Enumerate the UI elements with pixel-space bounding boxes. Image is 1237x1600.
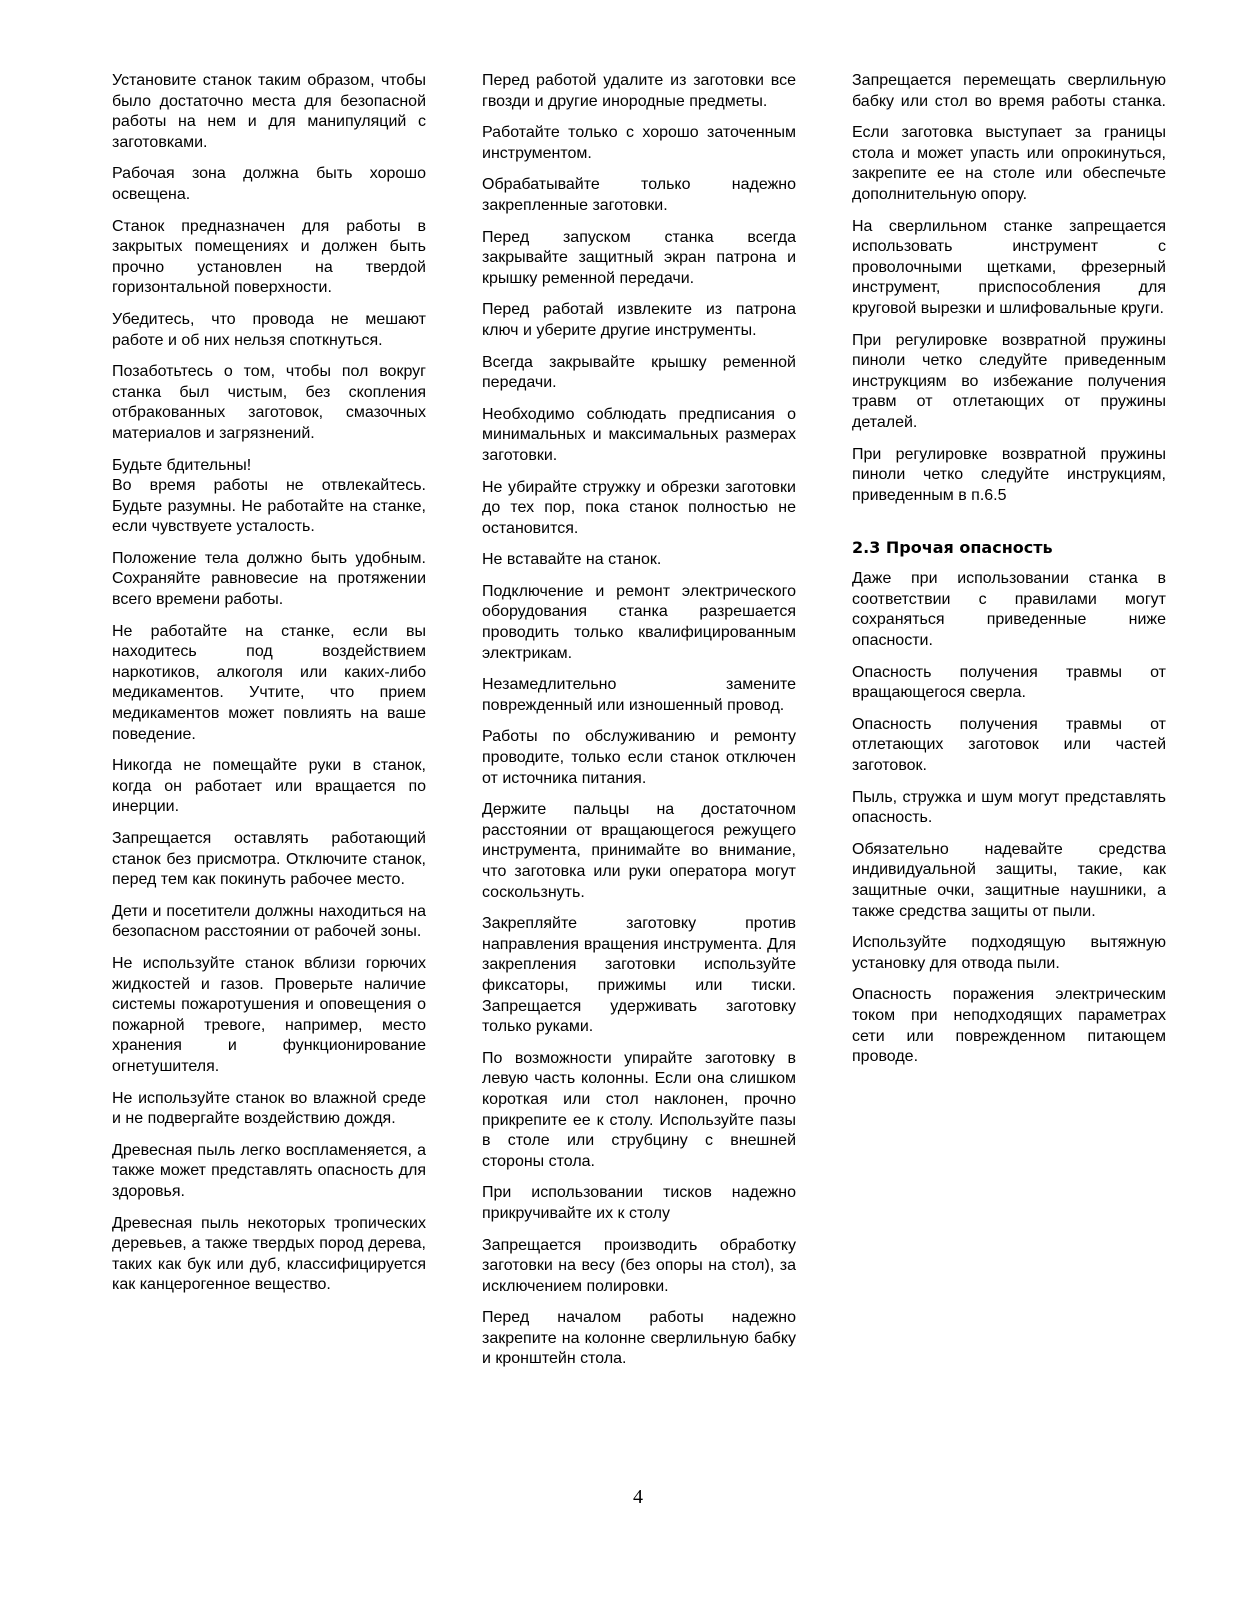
paragraph: Подключение и ремонт электрического оборудования станка разрешается проводить только квалифицированным электрикам. (482, 582, 796, 662)
paragraph: Установите станок таким образом, чтобы было достаточно места для безопасной работы на нем и для манипуляций с заготовками. (112, 72, 426, 151)
paragraph: Перед работой удалите из заготовки все гвозди и другие инородные предметы. (482, 72, 796, 110)
paragraph: Пыль, стружка и шум могут представлять опасность. (852, 788, 1166, 827)
paragraph: Запрещается производить обработку заготовки на весу (без опоры на стол), за исключением полировки. (482, 1236, 796, 1295)
paragraph: Будьте бдительны! Во время работы не отвлекайтесь. Будьте разумны. Не работайте на станке, если чувствуете усталость. (112, 456, 426, 536)
paragraph: Станок предназначен для работы в закрытых помещениях и должен быть прочно установлен на твердой горизонтальной поверхности. (112, 217, 426, 297)
paragraph: Не работайте на станке, если вы находитесь под воздействием наркотиков, алкоголя или каких-либо медикаментов. Учтите, что прием медикаментов может повлиять на ваше поведение. (112, 622, 426, 743)
text-column-left (112, 71, 426, 1307)
paragraph: Обрабатывайте только надежно закрепленные заготовки. (482, 176, 796, 214)
paragraph: Закрепляйте заготовку против направления вращения инструмента. Для закрепления заготовки используйте фиксаторы, прижимы или тиски. Запрещается удерживать заготовку только руками. (482, 915, 796, 1036)
paragraph: Всегда закрывайте крышку ременной передачи. (482, 353, 796, 392)
paragraph: Перед началом работы надежно закрепите на колонне сверлильную бабку и кронштейн стола. (482, 1309, 796, 1368)
paragraph: Запрещается оставлять работающий станок без присмотра. Отключите станок, перед тем как покинуть рабочее место. (112, 830, 426, 889)
section-heading: 2.3 Прочая опасность (852, 538, 1053, 558)
paragraph: Перед работай извлеките из патрона ключ и уберите другие инструменты. (482, 301, 796, 339)
paragraph: Работайте только с хорошо заточенным инструментом. (482, 124, 796, 162)
paragraph: Никогда не помещайте руки в станок, когда он работает или вращается по инерции. (112, 757, 426, 816)
paragraph: Дети и посетители должны находиться на безопасном расстоянии от рабочей зоны. (112, 902, 426, 941)
text-column-right (852, 71, 1166, 1079)
paragraph: Положение тела должно быть удобным. Сохраняйте равновесие на протяжении всего времени работы. (112, 549, 426, 609)
paragraph: При использовании тисков надежно прикручивайте их к столу (482, 1184, 796, 1222)
paragraph: При регулировке возвратной пружины пиноли четко следуйте инструкциям, приведенным в п.6.5 (852, 445, 1166, 504)
paragraph: Рабочая зона должна быть хорошо освещена. (112, 165, 426, 203)
paragraph: Не вставайте на станок. (482, 551, 662, 569)
paragraph: Не используйте станок во влажной среде и не подвергайте воздействию дождя. (112, 1089, 426, 1128)
paragraph: Используйте подходящую вытяжную установку для отвода пыли. (852, 934, 1166, 972)
paragraph: Незамедлительно замените поврежденный или изношенный провод. (482, 676, 796, 714)
page-number: 4 (633, 1486, 643, 1508)
paragraph: Древесная пыль некоторых тропических деревьев, а также твердых пород дерева, таких как бук или дуб, классифицируется как канцерогенное вещество. (112, 1214, 426, 1294)
text-column-middle (482, 71, 796, 1381)
paragraph: Не убирайте стружку и обрезки заготовки до тех пор, пока станок полностью не остановится. (482, 478, 796, 537)
paragraph: Запрещается перемещать сверлильную бабку или стол во время работы станка. (852, 72, 1166, 110)
paragraph: Опасность поражения электрическим током при неподходящих параметрах сети или поврежденном питающем проводе. (852, 986, 1166, 1066)
paragraph: Работы по обслуживанию и ремонту проводите, только если станок отключен от источника питания. (482, 728, 796, 787)
paragraph: Обязательно надевайте средства индивидуальной защиты, такие, как защитные очки, защитные наушники, а также средства защиты от пыли. (852, 840, 1166, 920)
paragraph: Не используйте станок вблизи горючих жидкостей и газов. Проверьте наличие системы пожаротушения и оповещения о пожарной тревоге, например, место хранения и функционирование огнетушителя. (112, 954, 426, 1075)
paragraph: Древесная пыль легко воспламеняется, а также может представлять опасность для здоровья. (112, 1141, 426, 1200)
paragraph: Необходимо соблюдать предписания о минимальных и максимальных размерах заготовки. (482, 405, 796, 464)
paragraph: Держите пальцы на достаточном расстоянии от вращающегося режущего инструмента, принимайте во внимание, что заготовка или руки оператора могут соскользнуть. (482, 801, 796, 901)
paragraph: Перед запуском станка всегда закрывайте защитный экран патрона и крышку ременной передачи. (482, 228, 796, 287)
paragraph: При регулировке возвратной пружины пиноли четко следуйте приведенным инструкциям во избежание получения травм от отлетающих от пружины деталей. (852, 331, 1166, 431)
paragraph: Убедитесь, что провода не мешают работе и об них нельзя споткнуться. (112, 310, 426, 349)
paragraph: Даже при использовании станка в соответствии с правилами могут сохраняться приведенные ниже опасности. (852, 570, 1166, 650)
paragraph: Позаботьтесь о том, чтобы пол вокруг станка был чистым, без скопления отбракованных заготовок, смазочных материалов и загрязнений. (112, 363, 426, 442)
paragraph: Опасность получения травмы от вращающегося сверла. (852, 663, 1166, 702)
paragraph: На сверлильном станке запрещается использовать инструмент с проволочными щетками, фрезерный инструмент, приспособления для круговой вырезки и шлифовальные круги. (852, 217, 1166, 317)
paragraph: Если заготовка выступает за границы стола и может упасть или опрокинуться, закрепите ее на столе или обеспечьте дополнительную опору. (852, 124, 1166, 203)
paragraph: Опасность получения травмы от отлетающих заготовок или частей заготовок. (852, 715, 1166, 775)
paragraph: По возможности упирайте заготовку в левую часть колонны. Если она слишком короткая или стол наклонен, прочно прикрепите ее к столу. Используйте пазы в столе или струбцину с внешней стороны стола. (482, 1049, 796, 1170)
